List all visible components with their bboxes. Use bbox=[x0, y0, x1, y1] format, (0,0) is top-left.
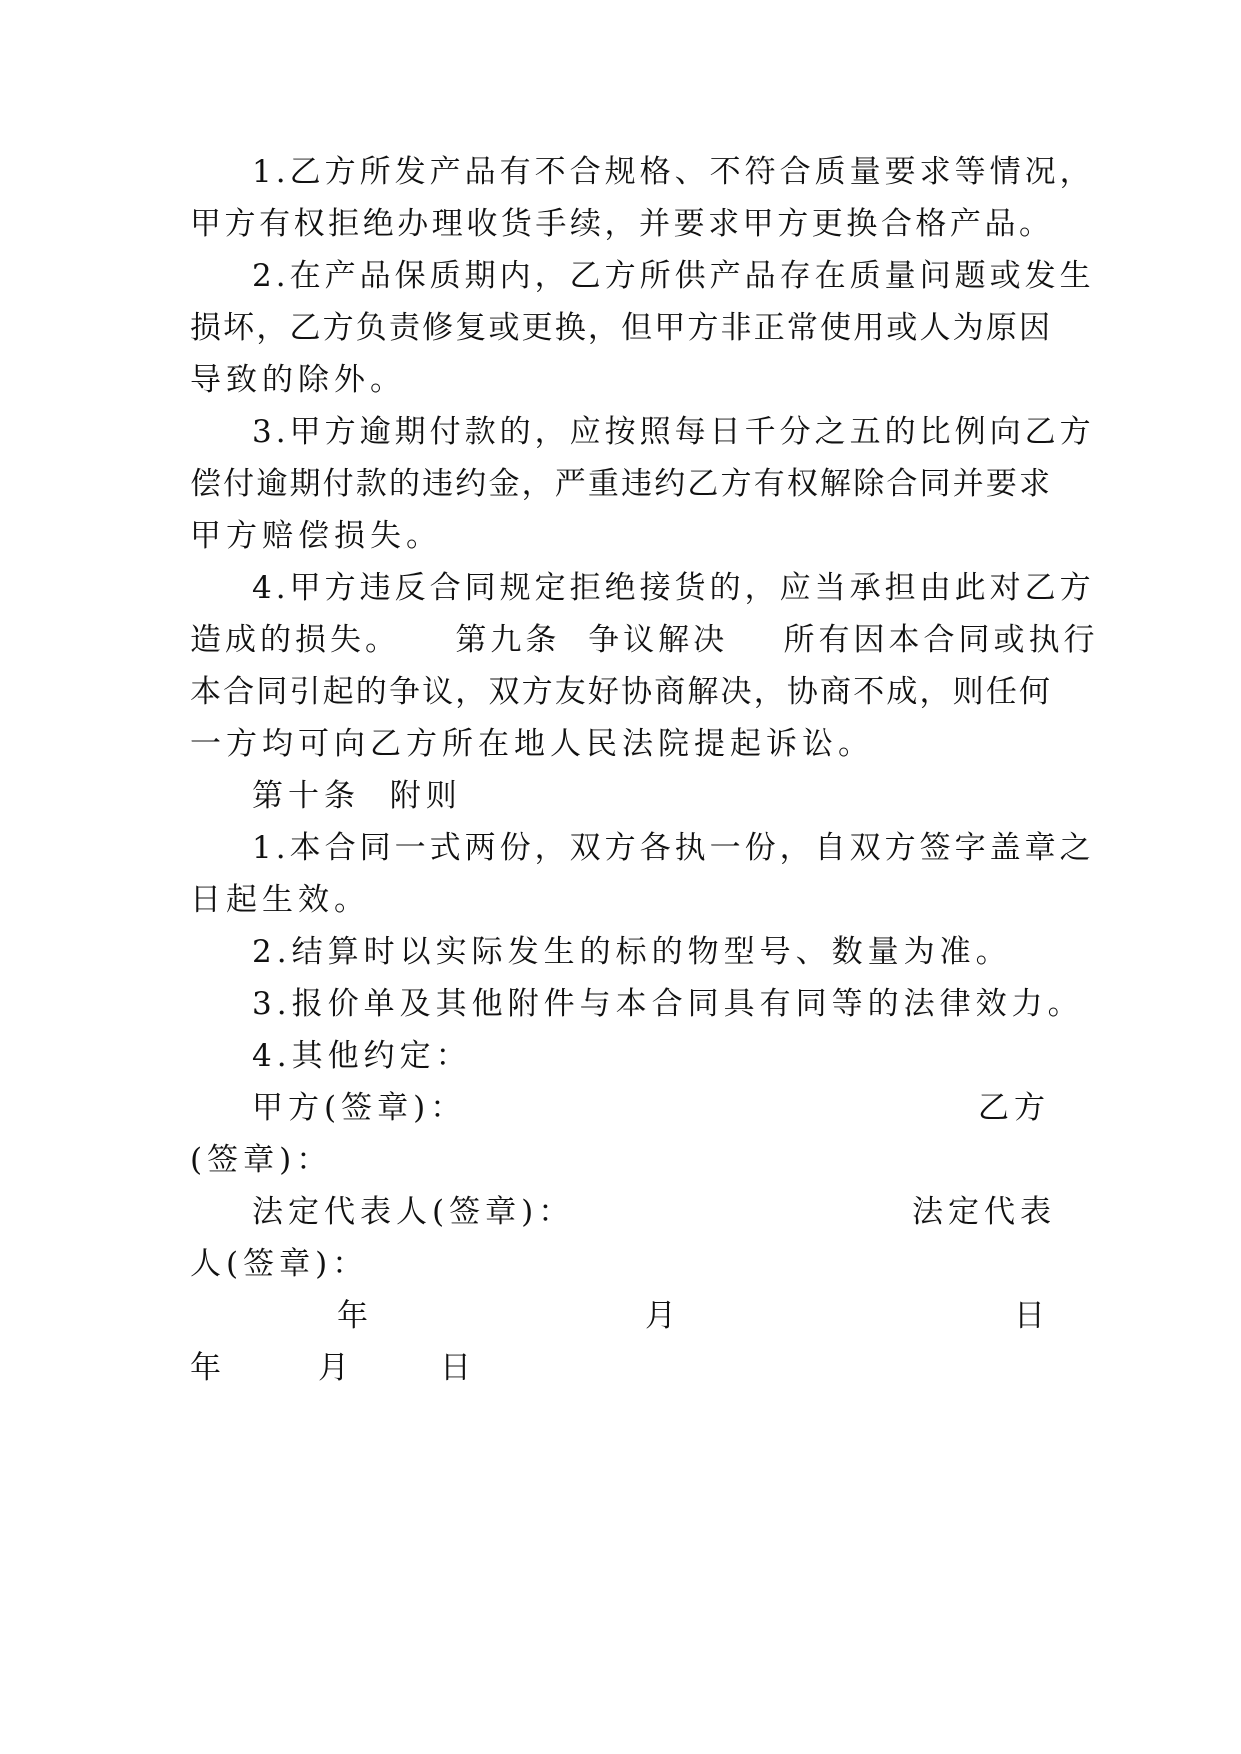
clause-line: 4.其他约定： bbox=[252, 1038, 472, 1074]
clause-line: 一方均可向乙方所在地人民法院提起诉讼。 bbox=[190, 726, 874, 762]
representative-a-signature-label: 法定代表人(签章)： bbox=[252, 1194, 575, 1230]
party-b-signature-label-cont: (签章)： bbox=[190, 1142, 333, 1178]
clause-line: 偿付逾期付款的违约金，严重违约乙方有权解除合同并要求 bbox=[190, 466, 1050, 502]
date-month-label: 月 bbox=[645, 1298, 681, 1334]
party-a-signature-label: 甲方(签章)： bbox=[252, 1090, 467, 1126]
clause-line: 甲方赔偿损失。 bbox=[190, 518, 442, 554]
clause-line: 2.在产品保质期内，乙方所供产品存在质量问题或发生 bbox=[252, 258, 1095, 294]
clause-line: 本合同引起的争议，双方友好协商解决，协商不成，则任何 bbox=[190, 674, 1050, 710]
article-heading: 第十条 附则 bbox=[252, 778, 462, 814]
party-b-signature-label: 乙方 bbox=[978, 1090, 1050, 1126]
clause-line: 1.本合同一式两份，双方各执一份，自双方签字盖章之 bbox=[252, 830, 1095, 866]
clause-line: 3.甲方逾期付款的，应按照每日千分之五的比例向乙方 bbox=[252, 414, 1095, 450]
clause-line: 4.甲方违反合同规定拒绝接货的，应当承担由此对乙方 bbox=[252, 570, 1095, 606]
date-day-label: 日 bbox=[1014, 1298, 1050, 1334]
clause-line: 日起生效。 bbox=[190, 882, 370, 918]
date-month-label: 月 bbox=[318, 1350, 354, 1386]
clause-line: 导致的除外。 bbox=[190, 362, 406, 398]
date-year-label: 年 bbox=[337, 1298, 373, 1334]
clause-line: 甲方有权拒绝办理收货手续，并要求甲方更换合格产品。 bbox=[190, 206, 1050, 242]
representative-b-signature-label: 法定代表 bbox=[912, 1194, 1056, 1230]
clause-line: 造成的损失。 第九条 争议解决 所有因本合同或执行 bbox=[190, 622, 1099, 658]
clause-line: 1.乙方所发产品有不合规格、不符合质量要求等情况， bbox=[252, 154, 1095, 190]
date-year-label: 年 bbox=[190, 1350, 226, 1386]
clause-line: 3.报价单及其他附件与本合同具有同等的法律效力。 bbox=[252, 986, 1084, 1022]
date-day-label: 日 bbox=[440, 1350, 476, 1386]
representative-b-signature-label-cont: 人(签章)： bbox=[190, 1246, 369, 1282]
clause-line: 2.结算时以实际发生的标的物型号、数量为准。 bbox=[252, 934, 1012, 970]
clause-line: 损坏，乙方负责修复或更换，但甲方非正常使用或人为原因 bbox=[190, 310, 1050, 346]
